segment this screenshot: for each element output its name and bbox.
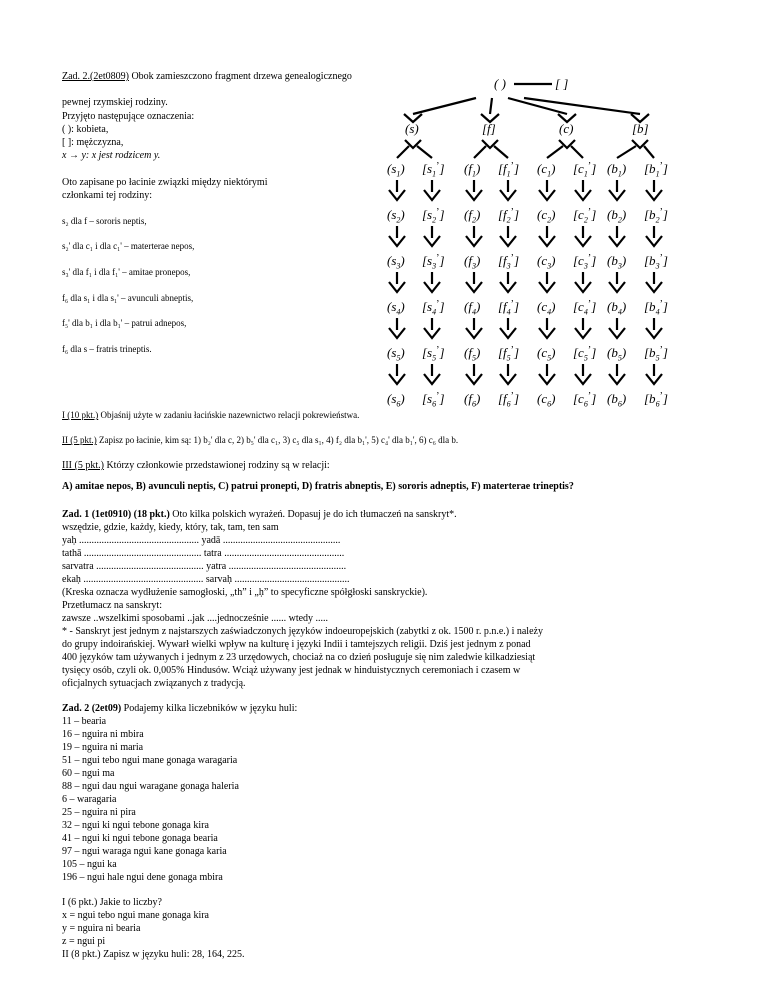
tree-node-b2: $(b_2)$ [607, 207, 627, 225]
zad2-y: y = nguira ni bearia [62, 923, 141, 934]
descent-line [617, 146, 636, 158]
tree-node-f5: $(f_5)$ [464, 345, 481, 363]
child-node-s: (s) [405, 121, 419, 136]
zad1-translate-items: zawsze ..wszelkimi sposobami ..jak ....jednocześnie ...... wtedy ..... [62, 613, 329, 624]
tree-node-b6-prime: $[b_6^’]$ [644, 391, 668, 409]
zad1-line: tathā ............................................... tatra ................................................ [62, 548, 345, 559]
tree-node-b4: $(b_4)$ [607, 299, 627, 317]
numeral-item: 6 – waragaria [62, 794, 117, 805]
numeral-item: 25 – nguira ni pira [62, 807, 136, 818]
part-1-text: Objaśnij użyte w zadaniu łacińskie nazewnictwo relacji pokrewieństwa. [100, 410, 360, 420]
tree-node-f1-prime: $[f_1^’]$ [498, 161, 520, 179]
zad1-footnote: do grupy indoirańskiej. Wywarł wielki wpływ na kulturę i języki Indii i tamtejszych religii. Dziś jest jednym z ponad [62, 639, 531, 650]
numeral-item: 41 – ngui ki ngui tebone gonaga bearia [62, 833, 218, 844]
tree-node-c1: $(c_1)$ [537, 161, 556, 179]
tree-node-s1-prime: $[s_1^’]$ [422, 161, 445, 179]
zad1-line: yaḥ ................................................ yadā ............................................... [62, 535, 341, 546]
zad2-question-2: II (8 pkt.) Zapisz w języku huli: 28, 164, 225. [62, 949, 245, 960]
zad1-words: wszędzie, gdzie, każdy, kiedy, który, tak, tam, ten sam [62, 522, 279, 533]
tree-node-f6: $(f_6)$ [464, 391, 481, 409]
part-3 [62, 461, 330, 471]
numeral-item: 51 – ngui tebo ngui mane gonaga waragaria [62, 755, 238, 766]
tree-node-c3: $(c_3)$ [537, 253, 556, 271]
zad1-intro: Oto kilka polskich wyrażeń. Dopasuj je do ich tłumaczeń na sanskryt*. [172, 509, 457, 520]
tree-node-c5: $(c_5)$ [537, 345, 556, 363]
tree-node-c2-prime: $[c_2^’]$ [573, 207, 597, 225]
part-1 [62, 411, 359, 420]
tree-node-f6-prime: $[f_6^’]$ [498, 391, 520, 409]
relation-item: f₅' dla b₁ i dla b₁' – patrui adnepos, [62, 318, 187, 328]
tree-node-f4: $(f_4)$ [464, 299, 481, 317]
zad2-heading [62, 704, 297, 714]
zad2-intro: Podajemy kilka liczebników w języku huli: [123, 703, 298, 714]
numeral-item: 11 – bearia [62, 716, 107, 727]
tree-node-s5: $(s_5)$ [387, 345, 405, 363]
child-node-c: (c) [559, 121, 574, 136]
task-intro-2: pewnej rzymskiej rodziny. [62, 97, 168, 108]
tree-node-b1: $(b_1)$ [607, 161, 627, 179]
relations-intro-2: członkami tej rodziny: [62, 190, 152, 201]
part-1-label: I (10 pkt.) [62, 410, 99, 420]
zad2-x: x = ngui tebo ngui mane gonaga kira [62, 910, 209, 921]
legend-male: [ ]: mężczyzna, [62, 137, 124, 148]
zad2-question-1: I (6 pkt.) Jakie to liczby? [62, 897, 162, 908]
zad1-footnote: tysięcy osób, czyli ok. 0,005% Hindusów. Wciąż używany jest jednak w hinduistycznych ceremoniach i czasem w [62, 665, 521, 676]
zad1-heading [62, 510, 457, 520]
child-node-f: [f] [482, 121, 496, 136]
tree-node-f2-prime: $[f_2^’]$ [498, 207, 520, 225]
tree-node-c6-prime: $[c_6^’]$ [573, 391, 597, 409]
descent-line [644, 146, 654, 158]
tree-node-s6: $(s_6)$ [387, 391, 405, 409]
part-2-text: Zapisz po łacinie, kim są: 1) b₂' dla c, 2) b₅' dla c₁, 3) c₅ dla s₁, 4) f₂ dla b₁', 5) c₄' dla b₁', 6) c₆ dla b. [99, 435, 459, 445]
legend-parent: x → y: x jest rodzicem y. [62, 150, 161, 161]
zad1-footnote: * - Sanskryt jest jednym z najstarszych zaświadczonych języków indoeuropejskich (zabytki z ok. 1500 r. p.n.e.) i należy [62, 626, 543, 637]
tree-node-s4: $(s_4)$ [387, 299, 405, 317]
task-id: Zad. 2.(2et0809) [62, 71, 129, 82]
tree-node-b3-prime: $[b_3^’]$ [644, 253, 668, 271]
zad1-footnote: 400 języków tam używanych i jednym z 23 urzędowych, chociaż na co dzień posługuje się nim zaledwie kilkadziesiąt [62, 652, 536, 663]
tree-node-b1-prime: $[b_1^’]$ [644, 161, 668, 179]
numeral-item: 32 – ngui ki ngui tebone gonaga kira [62, 820, 209, 831]
zad1-note: (Kreska oznacza wydłużenie samogłoski, „th” i „ḥ” to specyficzne spółgłoski sanskryckie). [62, 587, 428, 598]
tree-node-s2: $(s_2)$ [387, 207, 405, 225]
numeral-item: 19 – nguira ni maria [62, 742, 144, 753]
tree-node-b6: $(b_6)$ [607, 391, 627, 409]
tree-node-s4-prime: $[s_4^’]$ [422, 299, 445, 317]
tree-node-f5-prime: $[f_5^’]$ [498, 345, 520, 363]
tree-node-c3-prime: $[c_3^’]$ [573, 253, 597, 271]
relation-item: f₆ dla s – fratris trineptis. [62, 344, 152, 354]
tree-node-c5-prime: $[c_5^’]$ [573, 345, 597, 363]
tree-node-s5-prime: $[s_5^’]$ [422, 345, 445, 363]
numeral-item: 16 – nguira ni mbira [62, 729, 144, 740]
tree-node-c4-prime: $[c_4^’]$ [573, 299, 597, 317]
descent-line [397, 146, 409, 158]
root-descent-arrow [490, 98, 492, 114]
descent-line [474, 146, 486, 158]
tree-node-f3: $(f_3)$ [464, 253, 481, 271]
zad1-line: sarvatra ........................................... yatra ............................................... [62, 561, 347, 572]
relation-item: s₂ dla f – sororis neptis, [62, 216, 147, 226]
descent-line [417, 146, 432, 158]
relation-item: s₃' dla f₁ i dla f₁' – amitae pronepos, [62, 267, 191, 277]
tree-node-f3-prime: $[f_3^’]$ [498, 253, 520, 271]
root-female-node: ( ) [494, 76, 506, 91]
tree-node-s2-prime: $[s_2^’]$ [422, 207, 445, 225]
tree-node-f1: $(f_1)$ [464, 161, 481, 179]
tree-node-b5-prime: $[b_5^’]$ [644, 345, 668, 363]
tree-node-s3-prime: $[s_3^’]$ [422, 253, 445, 271]
numeral-item: 105 – ngui ka [62, 859, 117, 870]
tree-node-f2: $(f_2)$ [464, 207, 481, 225]
zad2-z: z = ngui pi [62, 936, 106, 947]
descent-line [547, 146, 563, 158]
tree-node-b3: $(b_3)$ [607, 253, 627, 271]
tree-node-b5: $(b_5)$ [607, 345, 627, 363]
relations-intro-1: Oto zapisane po łacinie związki między niektórymi [62, 177, 268, 188]
task-intro-3: Przyjęto następujące oznaczenia: [62, 111, 195, 122]
tree-node-s3: $(s_3)$ [387, 253, 405, 271]
numeral-item: 60 – ngui ma [62, 768, 115, 779]
zad1-translate-label: Przetłumacz na sanskryt: [62, 600, 162, 611]
part-3-label: III (5 pkt.) [62, 460, 104, 471]
root-descent-arrow [413, 98, 476, 114]
part-2-label: II (5 pkt.) [62, 435, 97, 445]
tree-node-c4: $(c_4)$ [537, 299, 556, 317]
numeral-item: 88 – ngui dau ngui waragane gonaga haleria [62, 781, 239, 792]
descent-line [571, 146, 583, 158]
tree-node-c6: $(c_6)$ [537, 391, 556, 409]
tree-node-f4-prime: $[f_4^’]$ [498, 299, 520, 317]
zad1-line: ekaḥ ................................................ sarvaḥ .............................................. [62, 574, 350, 585]
tree-node-c2: $(c_2)$ [537, 207, 556, 225]
part-3-text: Którzy członkowie przedstawionej rodziny są w relacji: [106, 460, 330, 471]
part-2 [62, 436, 458, 445]
descent-line [494, 146, 508, 158]
tree-node-b2-prime: $[b_2^’]$ [644, 207, 668, 225]
zad1-footnote: oficjalnych sytuacjach związanych z tradycją. [62, 678, 246, 689]
child-node-b: [b] [632, 121, 649, 136]
tree-node-s1: $(s_1)$ [387, 161, 405, 179]
part-3-answers: A) amitae nepos, B) avunculi neptis, C) patrui pronepti, D) fratris abneptis, E) sororis adneptis, F) materterae trineptis? [62, 481, 574, 492]
relation-item: s₂' dla c₁ i dla c₁' – materterae nepos, [62, 241, 195, 251]
task-intro-1: Obok zamieszczono fragment drzewa genealogicznego [131, 71, 352, 82]
zad1-title: Zad. 1 (1et0910) (18 pkt.) [62, 509, 170, 520]
numeral-item: 97 – ngui waraga ngui kane gonaga karia [62, 846, 227, 857]
zad2-title: Zad. 2 (2et09) [62, 703, 122, 714]
relation-item: f₆ dla s₁ i dla s₁' – avunculi abneptis, [62, 293, 194, 303]
root-male-node: [ ] [555, 76, 569, 91]
tree-node-b4-prime: $[b_4^’]$ [644, 299, 668, 317]
legend-female: ( ): kobieta, [62, 124, 109, 135]
tree-node-c1-prime: $[c_1^’]$ [573, 161, 597, 179]
tree-node-s6-prime: $[s_6^’]$ [422, 391, 445, 409]
numeral-item: 196 – ngui hale ngui dene gonaga mbira [62, 872, 223, 883]
